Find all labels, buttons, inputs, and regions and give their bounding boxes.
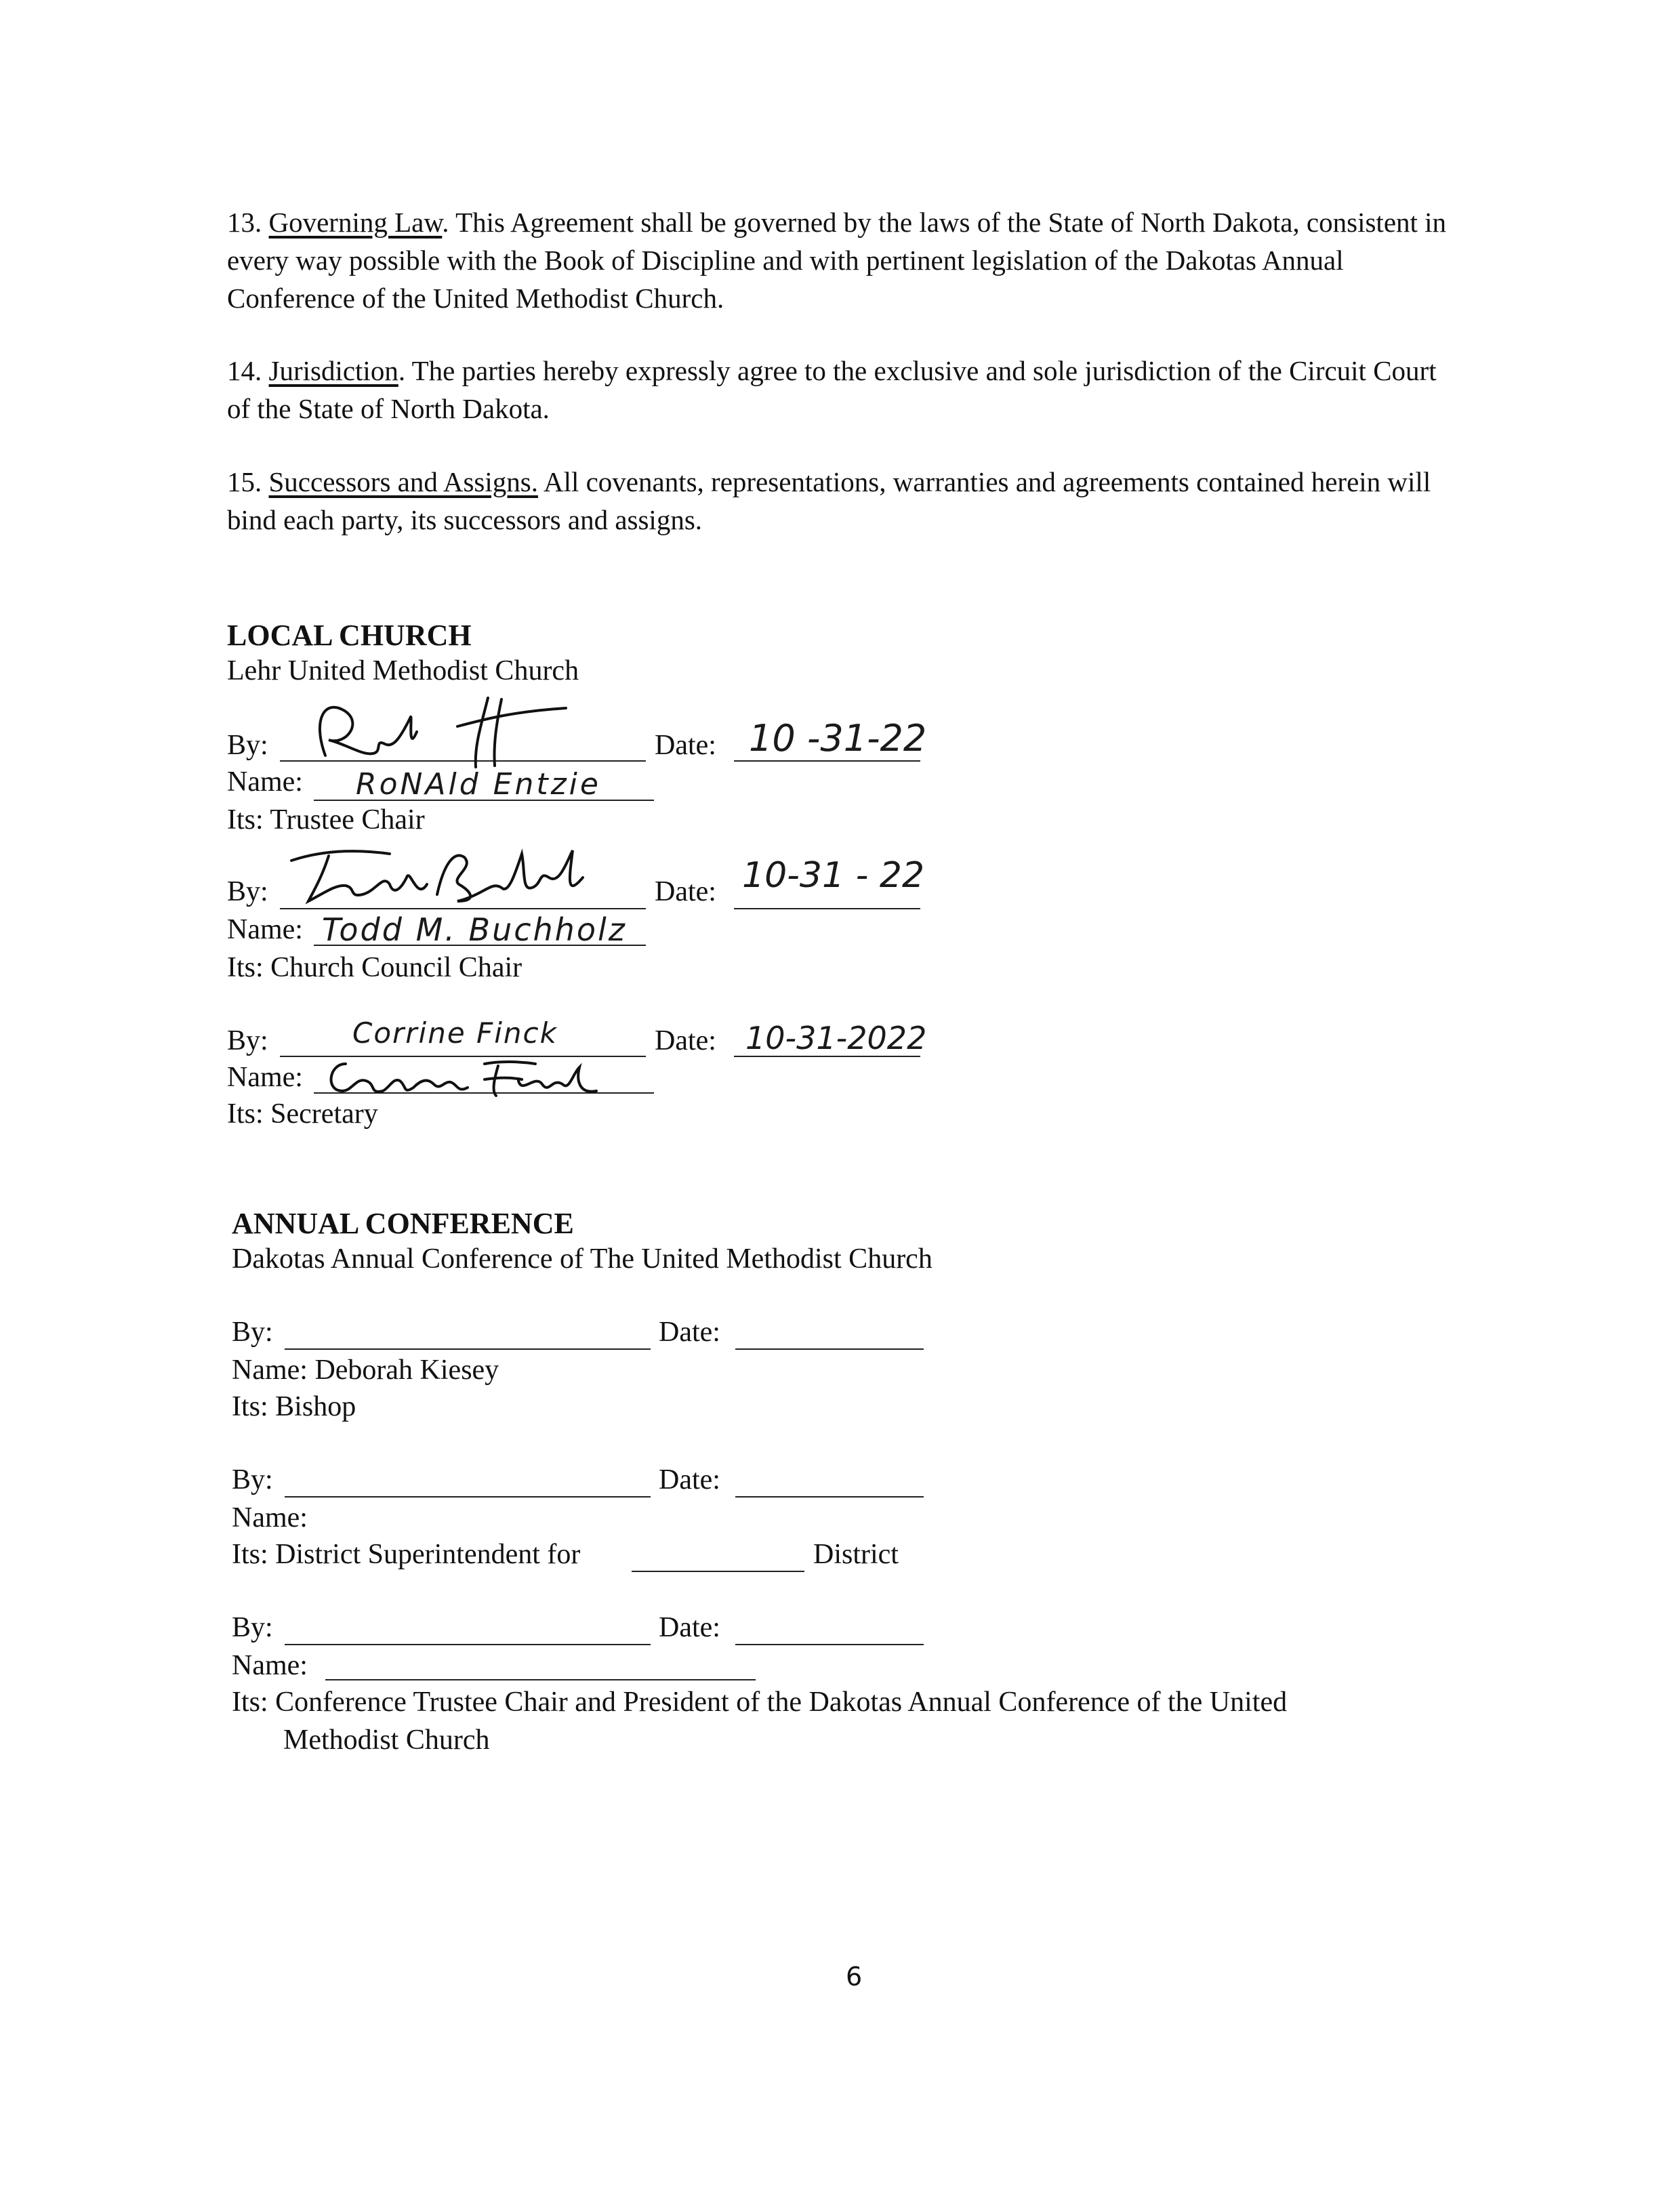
- its-label: Its: Church Council Chair: [227, 952, 523, 983]
- date-handwritten: 10-31-2022: [745, 1020, 927, 1056]
- clause-title-punct: .: [442, 207, 449, 238]
- by-label: By:: [232, 1612, 273, 1643]
- signature-line: [285, 1496, 651, 1498]
- date-handwritten: 10-31 - 22: [742, 855, 925, 896]
- date-label: Date:: [655, 876, 716, 907]
- by-label: By:: [227, 730, 268, 761]
- annual-conference-org: Dakotas Annual Conference of The United Methodist Church: [232, 1243, 933, 1275]
- its-label: Its: Bishop: [232, 1391, 356, 1422]
- clause-number: 13.: [227, 207, 262, 238]
- by-label: By:: [232, 1317, 273, 1348]
- clause-title: Jurisdiction: [268, 355, 398, 386]
- clause-title: Successors and Assigns.: [268, 466, 538, 497]
- its-label: Its: District Superintendent for: [232, 1539, 581, 1570]
- its-label: Its: Conference Trustee Chair and President of the Dakotas Annual Conference of the United: [232, 1687, 1288, 1718]
- name-label: Name:: [227, 1062, 303, 1093]
- name-handwritten: Todd M. Buchholz: [322, 911, 627, 948]
- by-label: By:: [227, 876, 268, 907]
- date-line: [735, 1348, 924, 1350]
- district-blank-line: [632, 1571, 804, 1572]
- signature-ronald-entzie: [298, 691, 583, 769]
- by-label: By:: [232, 1464, 273, 1495]
- by-label: By:: [227, 1025, 268, 1056]
- signature-printed-handwritten: Corrine Finck: [352, 1016, 558, 1050]
- district-suffix: District: [813, 1539, 899, 1570]
- name-label: Name:: [232, 1502, 308, 1533]
- date-label: Date:: [659, 1464, 720, 1495]
- date-label: Date:: [655, 730, 716, 761]
- signature-todd-buchholz: [281, 837, 600, 911]
- clause-title: Governing Law: [268, 207, 443, 238]
- clause-jurisdiction: [227, 352, 1457, 428]
- its-label: Its: Trustee Chair: [227, 804, 425, 835]
- page-number: 6: [846, 1962, 863, 1991]
- date-label: Date:: [659, 1612, 720, 1643]
- local-church-org: Lehr United Methodist Church: [227, 655, 579, 686]
- date-line: [734, 760, 920, 762]
- clause-text: The parties hereby expressly agree to the exclusive and sole jurisdiction of the Circuit Court of the State of North Dakota.: [227, 355, 1437, 424]
- local-church-heading: LOCAL CHURCH: [227, 619, 472, 652]
- name-handwritten: RoNAld Entzie: [356, 767, 601, 802]
- date-line: [735, 1644, 924, 1645]
- signature-corrine-finck: [319, 1054, 603, 1101]
- date-label: Date:: [659, 1317, 720, 1348]
- name-label: Name: Deborah Kiesey: [232, 1355, 499, 1386]
- clause-number: 14.: [227, 355, 262, 386]
- name-label: Name:: [232, 1650, 308, 1681]
- clause-text: This Agreement shall be governed by the laws of the State of North Dakota, consistent in every way possible with the Book of Discipline and with pertinent legislation of the Dakotas Annual Conference of the United Methodist Church.: [227, 207, 1447, 314]
- clause-number: 15.: [227, 466, 262, 497]
- name-label: Name:: [227, 914, 303, 945]
- signature-line: [285, 1348, 651, 1350]
- annual-conference-heading: ANNUAL CONFERENCE: [232, 1207, 574, 1240]
- clause-title-punct: .: [398, 355, 406, 386]
- date-handwritten: 10 -31-22: [749, 717, 927, 760]
- its-label-continued: Methodist Church: [283, 1725, 490, 1756]
- name-line: [325, 1679, 756, 1680]
- name-label: Name:: [227, 766, 303, 798]
- date-line: [735, 1496, 924, 1498]
- date-line: [734, 908, 920, 909]
- clause-successors: [227, 463, 1457, 539]
- clause-text: All covenants, representations, warranties and agreements contained herein will bind each party, its successors and assigns.: [227, 466, 1431, 535]
- its-label: Its: Secretary: [227, 1098, 378, 1130]
- signature-line: [285, 1644, 651, 1645]
- clause-governing-law: [227, 203, 1457, 317]
- date-label: Date:: [655, 1025, 716, 1056]
